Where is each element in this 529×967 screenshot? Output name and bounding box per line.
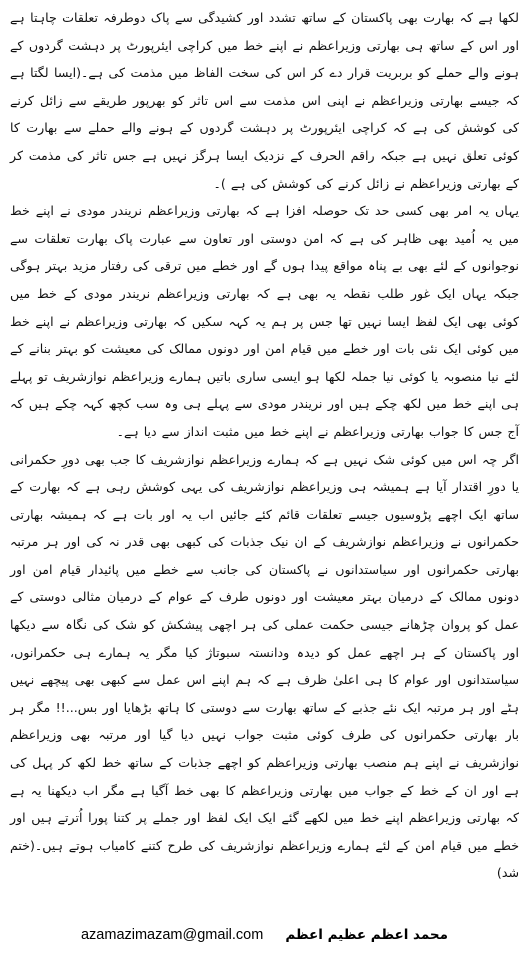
- paragraph-3: اگر چہ اس میں کوئی شک نہیں ہے کہ ہمارے وزیراعظم نوازشریف کا جب بھی دورِ حکمرانی یا دورِ اقتدار آیا ہے ہمیشہ ہی وزیراعظم نوازشریف کی یہی کوشش رہی ہے کہ بھارت کے ساتھ ایک اچھے پڑوسیوں جیسے تعلقات قائم کئے جائیں اب یہ اور بات ہے کہ ہمیشہ بھارتی حکمرانوں نے وزیراعظم نوازشریف کے ان نیک جذبات کی کبھی بھی قدر نہ کی اور ہر مرتبہ بھارتی حکمرانوں اور سیاستدانوں نے پاکستان کی جانب سے خطے میں پائیدار قیام امن اور دونوں ممالک کے درمیان بہتر معیشت اور دونوں طرف کے عوام کے درمیان مثالی دوستی کے عمل کو پروان چڑھانے جیسی حکمت عملی کی ہر اچھی پیشکش کو شک کی نگاہ سے دیکھا اور پاکستان کے ہر اچھے عمل کو دیدہ ودانستہ سبوتاژ کیا مگر یہ ہمارے ہی حکمرانوں، سیاستدانوں اور عوام کا ہی اعلیٰ ظرف ہے کہ ہم اپنے اس عمل سے کبھی بھی پیچھے نہیں ہٹے اور ہر مرتبہ ایک نئے جذبے کے ساتھ بھارت سے دوستی کا ہاتھ بڑھایا اور بس...!! مگر ہر بار بھارتی حکمرانوں کی طرف کوئی مثبت جواب نہیں دیا گیا اور مرتبہ بھی وزیراعظم نوازشریف نے اپنے ہم منصب بھارتی وزیراعظم کو اچھے جذبات کے ساتھ خط لکھ کر پہل کی ہے اور ان کے خط کے جواب میں بھارتی وزیراعظم کا بھی خط آگیا ہے مگر اب دیکھنا یہ ہے کہ بھارتی وزیراعظم اپنے خط میں لکھے گئے ایک ایک لفظ اور جملے پر کتنا پورا اُترتے ہیں اور خطے میں قیام امن کے لئے ہمارے وزیراعظم نوازشریف کی طرح کتنے کامیاب ہوتے ہیں۔(ختم شد): [10, 451, 519, 881]
- paragraph-2: یہاں یہ امر بھی کسی حد تک حوصلہ افزا ہے کہ بھارتی وزیراعظم نریندر مودی نے اپنے خط میں یہ اُمید بھی ظاہر کی ہے کہ امن دوستی اور تعاون سے عبارت پاک بھارت تعلقات سے نوجوانوں کے لئے بھی بے پناہ مواقع پیدا ہوں گے اور خطے میں ترقی کی رفتار مزید بہتر ہوگی جبکہ یہاں ایک غور طلب نقطہ یہ بھی ہے کہ بھارتی وزیراعظم نریندر مودی کے خط میں کوئی بھی ایک لفظ ایسا نہیں تھا جس پر ہم یہ کہہ سکیں کہ بھارتی وزیراعظم نے اپنے خط میں کوئی ایک نئی بات اور خطے میں قیام امن اور دونوں ممالک کی معیشت کو بہتر بنانے کے لئے نیا منصوبہ یا کوئی نیا جملہ لکھا ہو ایسی ساری باتیں ہمارے وزیراعظم نوازشریف تو پہلے ہی اپنے خط میں لکھ چکے ہیں اور نریندر مودی سے پہلے ہی وہ سب کچھ کہہ چکے ہیں کہ آج جس کا جواب بھارتی وزیراعظم نے اپنے خط میں مثبت انداز سے دیا ہے۔: [10, 203, 519, 439]
- author-email[interactable]: azamazimazam@gmail.com: [80, 927, 264, 943]
- article-body: [10, 4, 519, 887]
- paragraph-1: لکھا ہے کہ بھارت بھی پاکستان کے ساتھ تشدد اور کشیدگی سے پاک دوطرفہ تعلقات چاہتا ہے اور اس کے ساتھ ہی بھارتی وزیراعظم نے اپنے خط میں کراچی ایئرپورٹ پر دہشت گردوں کے ہونے والے حملے کو بربریت قرار دے کر اس کی سخت الفاظ میں مذمت کی ہے۔(ایسا لگتا ہے کہ جیسے بھارتی وزیراعظم نے اپنی اس مذمت سے اس تاثر کو بھرپور طریقے سے زائل کرنے کی کوشش کی ہے کہ کراچی ایئرپورٹ پر دہشت گردوں کے ہونے والے حملے سے بھارت کا کوئی تعلق نہیں ہے جبکہ راقم الحرف کے نزدیک ایسا ہرگز نہیں ہے جس تاثر کی مذمت کر کے بھارتی وزیراعظم نے زائل کرنے کی کوشش کی ہے )۔: [10, 10, 519, 191]
- author-name: محمد اعظم عظیم اعظم: [285, 927, 448, 943]
- byline: [0, 917, 529, 953]
